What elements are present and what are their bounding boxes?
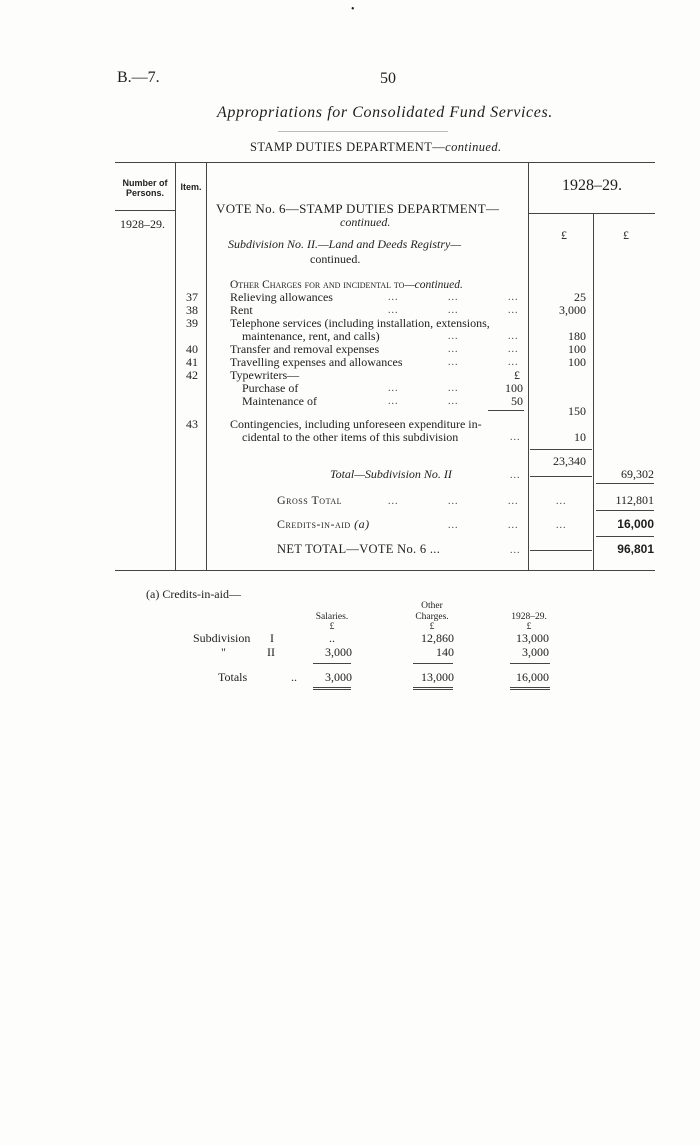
footnote-double-rule [510, 687, 550, 690]
item-number: 42 [186, 368, 198, 382]
header-number-of-persons: Number of Persons. [122, 178, 168, 198]
other-charges-cont: —continued. [404, 279, 463, 291]
footnote-col-salaries: Salaries. [315, 612, 349, 622]
footnote-row-other: 140 [436, 645, 454, 659]
item-description-cont: maintenance, rent, and calls) [242, 329, 380, 343]
item-number: 40 [186, 342, 198, 356]
footnote-row-roman: II [267, 645, 275, 659]
footnote-row-salaries: 3,000 [325, 645, 352, 659]
footnote-col-other-1: Other [421, 601, 443, 611]
credits-in-aid-label: Credits-in-aid [277, 517, 351, 531]
footnote-row-roman: I [270, 631, 274, 645]
item-number: 39 [186, 316, 198, 330]
subdivision-title: Subdivision No. II.—Land and Deeds Registry— [228, 237, 461, 251]
page-title: Appropriations for Consolidated Fund Services. [217, 104, 553, 121]
vote-title-cont: continued. [340, 215, 391, 229]
footnote-totals-salaries: 3,000 [325, 670, 352, 684]
credits-in-aid-amount: 16,000 [617, 517, 654, 531]
sub-item-description: Maintenance of [242, 394, 317, 408]
leader-dots: ... [388, 396, 399, 407]
item-description: Rent [230, 303, 253, 317]
net-total-label: NET TOTAL—VOTE No. 6 ... [277, 542, 441, 556]
item-amount: 180 [568, 329, 586, 343]
leader-dots: ... [508, 292, 519, 303]
leader-dots: ... [448, 520, 459, 531]
table-top-rule [115, 162, 655, 163]
leader-dots: ... [388, 292, 399, 303]
department-heading-main: STAMP DUTIES DEPARTMENT— [250, 140, 446, 154]
leader-dots: ... [448, 383, 459, 394]
item-description: Relieving allowances [230, 290, 333, 304]
credits-footnote-ref: (a) [354, 517, 370, 531]
year-header-rule [528, 213, 655, 214]
credits-in-aid-line [277, 517, 370, 532]
sub-currency-symbol: £ [514, 368, 520, 382]
item-description: Contingencies, including unforeseen expenditure in- [230, 417, 482, 431]
footnote-col-year: 1928–29. [511, 612, 547, 622]
leader-dots: ... [388, 383, 399, 394]
item-amount: 10 [574, 430, 586, 444]
leader-dots: ... [388, 305, 399, 316]
item-description: Telephone services (including installation, extensions, [230, 316, 490, 330]
sub-item-amount: 50 [511, 394, 523, 408]
leader-dots: ... [508, 331, 519, 342]
leader-dots: ... [448, 305, 459, 316]
table-bottom-rule [115, 570, 655, 571]
leader-dots: ... [448, 331, 459, 342]
leader-dots: ... [448, 496, 459, 507]
leader-dots: ... [508, 344, 519, 355]
sub-item-amount: 100 [505, 381, 523, 395]
leader-dots: ... [556, 496, 567, 507]
footnote-row-year: 3,000 [522, 645, 549, 659]
credits-under-rule [596, 536, 654, 537]
sub-item-description: Purchase of [242, 381, 299, 395]
net-total-amount: 96,801 [617, 542, 654, 556]
amount-column-rule [528, 163, 529, 570]
item-description: Travelling expenses and allowances [230, 355, 403, 369]
gross-total-amount: 112,801 [615, 493, 654, 507]
subdivision-cont: continued. [310, 252, 361, 266]
year-inner-rule [593, 214, 594, 570]
footnote-totals-year: 16,000 [516, 670, 549, 684]
other-charges-label: Other Charges for and incidental to [230, 279, 405, 291]
leader-dots: ... [388, 496, 399, 507]
item-amount: 100 [568, 355, 586, 369]
leader-dots: ... [510, 545, 521, 556]
department-heading [250, 140, 502, 155]
footnote-currency: £ [429, 622, 435, 632]
footnote-sum-rule [313, 663, 351, 664]
header-year: 1928–29. [562, 177, 622, 194]
typewriters-total: 150 [568, 404, 586, 418]
dot-mark: • [351, 4, 355, 15]
leader-dots: ... [508, 305, 519, 316]
leader-dots: ... [448, 357, 459, 368]
footnote-row-other: 12,860 [421, 631, 454, 645]
footnote-heading: (a) Credits-in-aid— [146, 587, 241, 601]
currency-symbol-1: £ [561, 228, 567, 242]
section-code: B.—7. [117, 69, 160, 86]
leader-dots: ... [556, 520, 567, 531]
footnote-currency: £ [329, 622, 335, 632]
leader-dots: ... [508, 496, 519, 507]
leader-dots: ... [510, 432, 521, 443]
total-rule [530, 476, 592, 477]
currency-symbol-2: £ [623, 228, 629, 242]
footnote-sum-rule [413, 663, 453, 664]
subtotal-rule [530, 449, 592, 450]
item-number: 37 [186, 290, 198, 304]
item-amount: 25 [574, 290, 586, 304]
footnote-double-rule [413, 687, 453, 690]
net-rule [530, 550, 592, 551]
item-amount: 100 [568, 342, 586, 356]
leader-dots: ... [448, 396, 459, 407]
footnote-col-other-2: Charges. [415, 612, 449, 622]
footnote-totals-other: 13,000 [421, 670, 454, 684]
gross-under-rule [596, 510, 654, 511]
sub-total-rule [488, 410, 524, 411]
department-heading-cont: continued. [445, 140, 502, 154]
footnote-totals-dots: .. [291, 670, 297, 684]
footnote-row-year: 13,000 [516, 631, 549, 645]
leader-dots: ... [448, 292, 459, 303]
leader-dots: ... [508, 357, 519, 368]
footnote-row-label: Subdivision [193, 631, 251, 645]
item-amount: 3,000 [559, 303, 586, 317]
total-under-rule [596, 483, 654, 484]
footnote-row-label: " [221, 645, 226, 659]
persons-header-rule [115, 210, 175, 211]
item-description-cont: cidental to the other items of this subdivision [242, 430, 459, 444]
total-subdivision-amount: 69,302 [621, 467, 654, 481]
gross-total-label: Gross Total [277, 493, 342, 507]
total-subdivision-label: Total—Subdivision No. II [330, 467, 452, 481]
leader-dots: ... [508, 520, 519, 531]
item-number: 43 [186, 417, 198, 431]
page-number: 50 [380, 70, 396, 87]
item-description: Transfer and removal expenses [230, 342, 380, 356]
footnote-row-salaries: .. [329, 631, 335, 645]
footnote-totals-label: Totals [218, 670, 248, 684]
item-number: 38 [186, 303, 198, 317]
item-column-rule [206, 163, 207, 570]
footnote-sum-rule [510, 663, 550, 664]
subtotal-amount: 23,340 [553, 454, 586, 468]
persons-column-rule [175, 163, 176, 570]
persons-year: 1928–29. [120, 217, 165, 231]
footnote-double-rule [313, 687, 351, 690]
item-number: 41 [186, 355, 198, 369]
leader-dots: ... [448, 344, 459, 355]
header-item: Item. [180, 182, 202, 192]
item-description: Typewriters— [230, 368, 300, 382]
leader-dots: ... [510, 470, 521, 481]
vote-title: VOTE No. 6—STAMP DUTIES DEPARTMENT— [216, 201, 500, 216]
footnote-currency: £ [526, 622, 532, 632]
title-rule [278, 131, 448, 132]
